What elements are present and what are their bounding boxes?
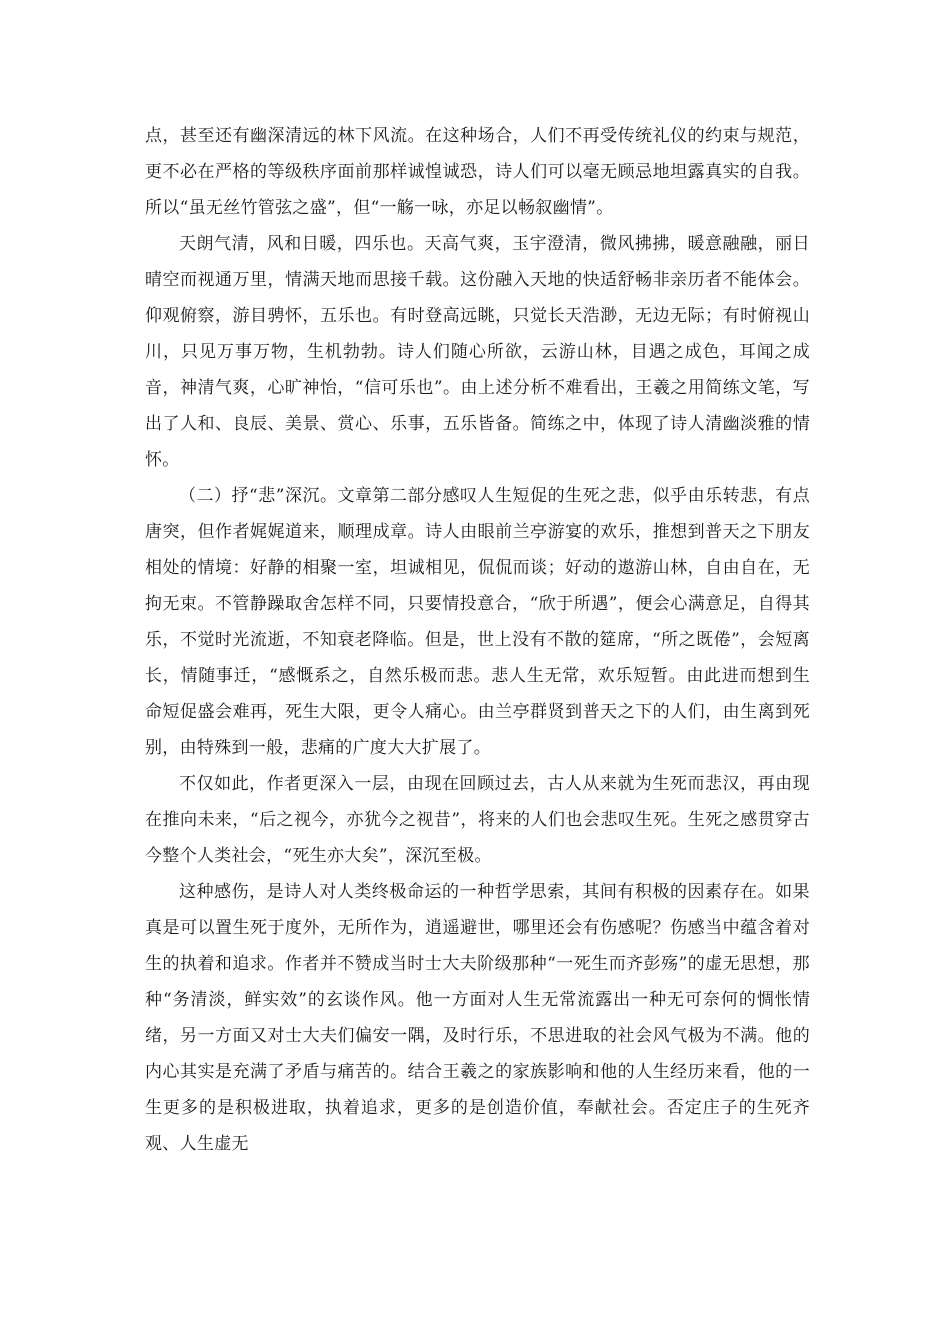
paragraph-continued: 点，甚至还有幽深清远的林下风流。在这种场合，人们不再受传统礼仪的约束与规范，更不必在严格的等级秩序面前那样诚惶诚恐，诗人们可以毫无顾忌地坦露真实的自我。所以“虽无丝竹管弦之盛”，但“一觞一咏，亦足以畅叙幽情”。 [145,126,810,218]
paragraph-sorrow: （二）抒“悲”深沉。文章第二部分感叹人生短促的生死之悲，似乎由乐转悲，有点唐突，但作者娓娓道来，顺理成章。诗人由眼前兰亭游宴的欢乐，推想到普天之下朋友相处的情境：好静的相聚一室，坦诚相见，侃侃而谈；好动的遨游山林，自由自在，无拘无束。不管静躁取舍怎样不同，只要情投意合，“欣于所遇”，便会心满意足，自得其乐，不觉时光流逝，不知衰老降临。但是，世上没有不散的筵席，“所之既倦”，会短离长，情随事迁，“感慨系之，自然乐极而悲。悲人生无常，欢乐短暂。由此进而想到生命短促盛会难再，死生大限，更令人痛心。由兰亭群贤到普天之下的人们，由生离到死别，由特殊到一般，悲痛的广度大大扩展了。 [145,486,810,758]
paragraph-philosophy: 这种感伤，是诗人对人类终极命运的一种哲学思索，其间有积极的因素存在。如果真是可以置生死于度外，无所作为，逍遥避世，哪里还会有伤感呢？伤感当中蕴含着对生的执着和追求。作者并不赞成当时士大夫阶级那种“一死生而齐彭殇”的虚无思想，那种“务清淡，鲜实效”的玄谈作风。他一方面对人生无常流露出一种无可奈何的惆怅情绪，另一方面又对士大夫们偏安一隅，及时行乐，不思进取的社会风气极为不满。他的内心其实是充满了矛盾与痛苦的。结合王羲之的家族影响和他的人生经历来看，他的一生更多的是积极进取，执着追求，更多的是创造价值，奉献社会。否定庄子的生死齐观、人生虚无 [145,882,810,1154]
document-page [145,118,810,1162]
paragraph-four-joys: 天朗气清，风和日暖，四乐也。天高气爽，玉宇澄清，微风拂拂，暖意融融，丽日晴空而视通万里，情满天地而思接千载。这份融入天地的快适舒畅非亲历者不能体会。仰观俯察，游目骋怀，五乐也。有时登高远眺，只觉长天浩渺，无边无际；有时俯视山川，只见万事万物，生机勃勃。诗人们随心所欲，云游山林，目遇之成色，耳闻之成音，神清气爽，心旷神怡，“信可乐也”。由上述分析不难看出，王羲之用简练文笔，写出了人和、良辰、美景、赏心、乐事，五乐皆备。简练之中，体现了诗人清幽淡雅的情怀。 [145,234,810,470]
paragraph-deeper: 不仅如此，作者更深入一层，由现在回顾过去，古人从来就为生死而悲汉，再由现在推向未来，“后之视今，亦犹今之视昔”，将来的人们也会悲叹生死。生死之感贯穿古今整个人类社会，“死生亦大矣”，深沉至极。 [145,774,810,866]
